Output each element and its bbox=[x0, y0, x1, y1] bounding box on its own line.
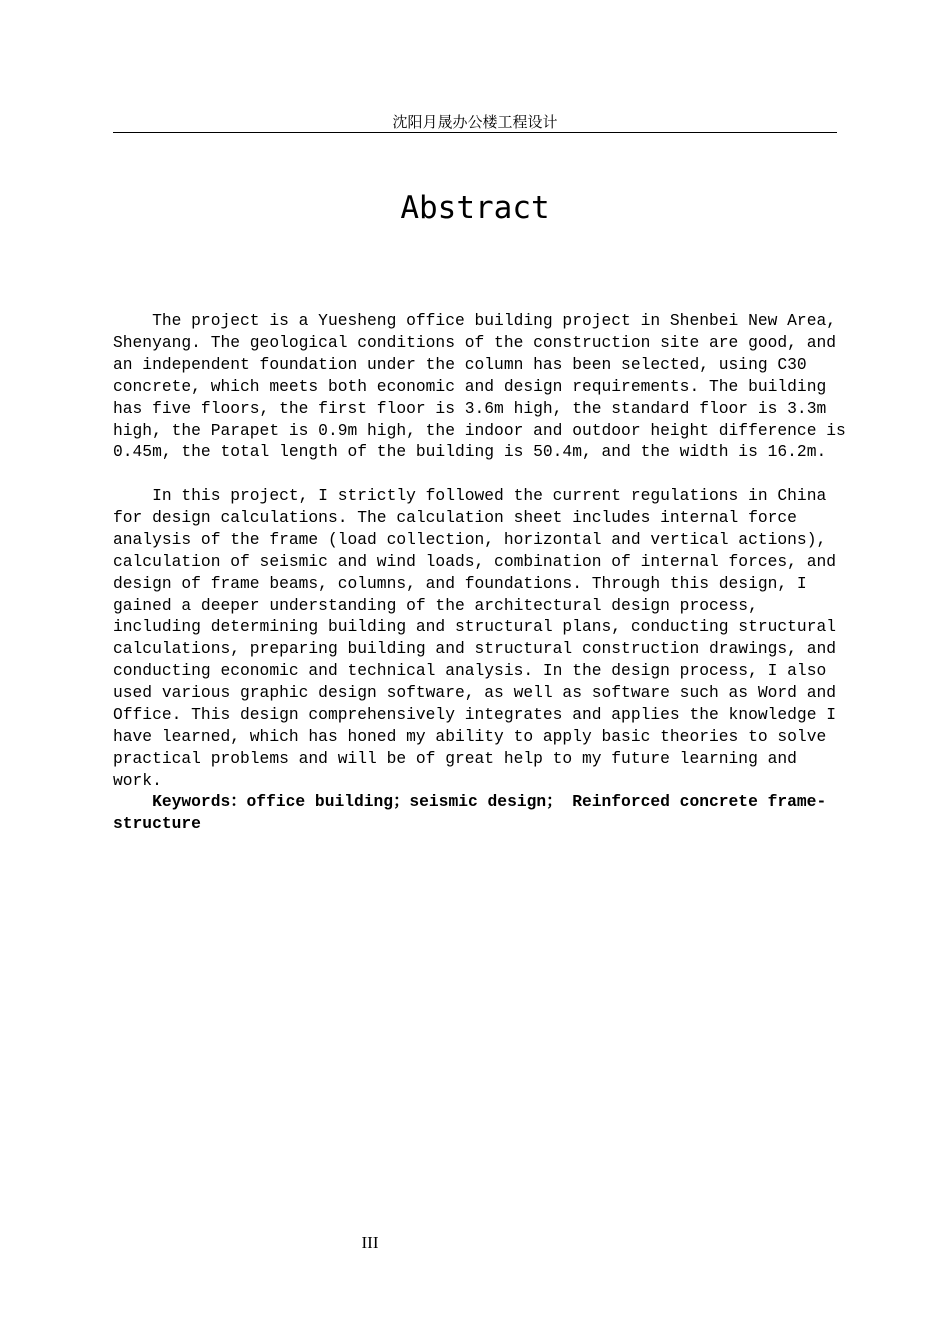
running-header: 沈阳月晟办公楼工程设计 bbox=[113, 113, 837, 133]
page-number: III bbox=[361, 1233, 379, 1252]
abstract-paragraph-2: In this project, I strictly followed the current regulations in China for design calculations. The calculation sheet includes internal force analysis of the frame (load collection, horizontal and vertical actions), calculation of seismic and wind loads, combination of internal forces, and design of frame beams, columns, and foundations. Through this design, I gained a deeper understanding of the architectural design process, including determining building and structural plans, conducting structural calculations, preparing building and structural construction drawings, and conducting economic and technical analysis. In the design process, I also used various graphic design software, as well as software such as Word and Office. This design comprehensively integrates and applies the knowledge I have learned, which has honed my ability to apply basic theories to solve practical problems and will be of great help to my future learning and work. bbox=[113, 486, 837, 790]
abstract-paragraph-1: The project is a Yuesheng office building project in Shenbei New Area, Shenyang. The geological conditions of the construction site are good, and an independent foundation under the column has been selected, using C30 concrete, which meets both economic and design requirements. The building has five floors, the first floor is 3.6m high, the standard floor is 3.3m high, the Parapet is 0.9m high, the indoor and outdoor height difference is 0.45m, the total length of the building is 50.4m, and the width is 16.2m. bbox=[113, 311, 846, 462]
page-title: Abstract bbox=[400, 190, 550, 226]
keywords-line: Keywords：office building；seismic design； Reinforced concrete frame- structure bbox=[113, 792, 827, 833]
